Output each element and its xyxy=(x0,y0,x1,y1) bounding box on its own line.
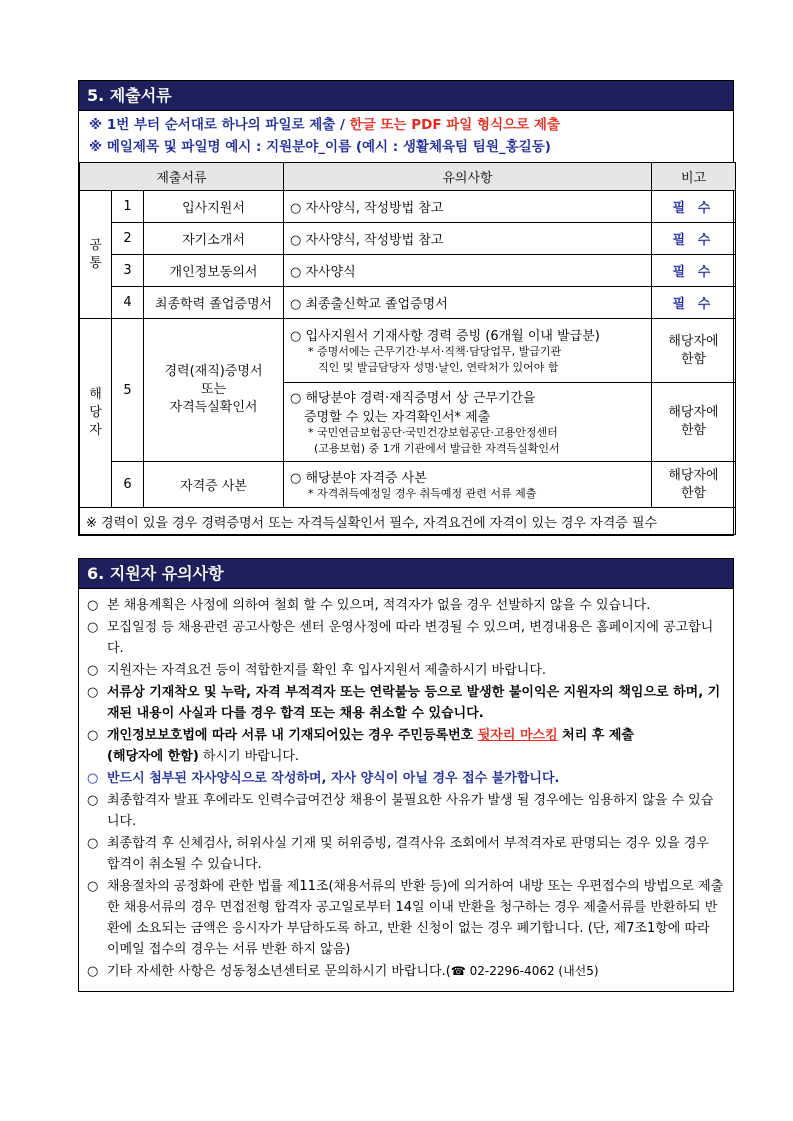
row-no: 5 xyxy=(112,319,144,462)
bullet-icon: ○ xyxy=(87,728,99,743)
bullet-icon: ○ xyxy=(87,793,99,808)
header-doc: 제출서류 xyxy=(80,163,284,191)
list-item-text: 본 채용계획은 사정에 의하여 철회 할 수 있으며, 적격자가 없을 경우 선발하지 않을 수 있습니다. xyxy=(107,598,651,613)
table-row xyxy=(80,191,736,223)
contact-text: 기타 자세한 사항은 성동청소년센터로 문의하시기 바랍니다.( xyxy=(107,964,451,979)
group-applicable-label: 해 당 자 xyxy=(80,319,112,508)
table-row xyxy=(80,223,736,255)
row-caution: ○ 자사양식, 작성방법 참고 xyxy=(284,223,652,255)
privacy-line2-text: 하시기 바랍니다. xyxy=(198,749,300,764)
note-file-format-highlight: 한글 또는 PDF 파일 형식으로 제출 xyxy=(349,117,560,133)
row-no: 1 xyxy=(112,191,144,223)
bullet-icon: ○ xyxy=(87,771,99,786)
row-remark: 필 수 xyxy=(652,191,736,223)
row-caution: ○ 자사양식, 작성방법 참고 xyxy=(284,191,652,223)
caution-qual-sub2: (고용보험) 중 1개 기관에서 발급한 자격득실확인서 xyxy=(314,442,560,455)
row-no: 2 xyxy=(112,223,144,255)
list-item xyxy=(87,876,725,960)
section-submission-documents xyxy=(78,80,734,536)
list-item-text: 지원자는 자격요건 등이 적합한지를 확인 후 입사지원서 제출하시기 바랍니다. xyxy=(107,663,547,678)
remark-line1: 해당자에 xyxy=(668,405,719,420)
list-item-text: 최종합격자 발표 후에라도 인력수급여건상 채용이 불필요한 사유가 발생 될 경우에는 임용하지 않을 수 있습니다. xyxy=(107,793,714,829)
remark-line1: 해당자에 xyxy=(668,333,719,349)
row-doc: 자격증 사본 xyxy=(144,462,284,508)
bullet-icon: ○ xyxy=(87,598,99,613)
privacy-highlight: 뒷자리 마스킹 xyxy=(477,728,558,743)
caution-career-sub2: 직인 및 발급담당자 성명·날인, 연락처가 있어야 함 xyxy=(318,361,559,374)
bullet-icon: ○ xyxy=(87,620,99,635)
row-caution: ○ 자사양식 xyxy=(284,255,652,287)
header-remark: 비고 xyxy=(652,163,736,191)
section-applicant-notes xyxy=(78,558,734,992)
row-caution-career xyxy=(284,319,652,383)
list-item xyxy=(87,595,725,616)
contact-phone: ☎ 02-2296-4062 (내선5) xyxy=(450,964,599,978)
row-remark-qualification xyxy=(652,383,736,462)
list-item xyxy=(87,682,725,724)
row-caution-qualification xyxy=(284,383,652,462)
bullet-icon: ○ xyxy=(87,879,99,894)
list-item xyxy=(87,617,725,659)
remark-line2: 한함 xyxy=(680,485,707,501)
caution-career-sub1: * 증명서에는 근무기간·부서·직책·담당업무, 발급기관 xyxy=(308,345,562,358)
bullet-icon: ○ xyxy=(87,663,99,678)
section-5-title: 5. 제출서류 xyxy=(79,81,733,111)
row-doc: 개인정보동의서 xyxy=(144,255,284,287)
privacy-line2-bold: (해당자에 한함) xyxy=(107,749,199,764)
row-caution: ○ 최종출신학교 졸업증명서 xyxy=(284,287,652,319)
table-row xyxy=(80,255,736,287)
row-caution-certificate xyxy=(284,462,652,508)
list-item xyxy=(87,833,725,875)
privacy-suffix: 처리 후 제출 xyxy=(557,728,634,743)
caution-cert-main: ○ 해당분야 자격증 사본 xyxy=(290,471,427,486)
privacy-prefix: 개인정보보호법에 따라 서류 내 기재되어있는 경우 주민등록번호 xyxy=(107,728,478,743)
note-file-format-text: ※ 1번 부터 순서대로 하나의 파일로 제출 / xyxy=(89,117,350,133)
list-item-text: 모집일정 등 채용관련 공고사항은 센터 운영사정에 따라 변경될 수 있으며, 변경내용은 홈페이지에 공고합니다. xyxy=(107,620,714,656)
row-doc-career xyxy=(144,319,284,462)
bullet-icon: ○ xyxy=(87,836,99,851)
remark-line1: 해당자에 xyxy=(668,467,719,483)
header-caution: 유의사항 xyxy=(284,163,652,191)
list-item xyxy=(87,660,725,681)
list-item-text: 채용절차의 공정화에 관한 법률 제11조(채용서류의 반환 등)에 의거하여 내방 또는 우편접수의 방법으로 제출한 채용서류의 경우 면접전형 합격자 공고일로부터 14일 이내 반환을 청구하는 경우 제출서류를 반환하되 반환에 소요되는 금액은 응시자가 부담하도록 하고, 반환 신청이 없는 경우 폐기합니다. (단, 제7조1항에 따라 이메일 접수의 경우는 서류 반환 하지 않음) xyxy=(107,879,724,957)
table-footnote: ※ 경력이 있을 경우 경력증명서 또는 자격득실확인서 필수, 자격요건에 자격이 있는 경우 자격증 필수 xyxy=(80,508,736,535)
list-item-privacy xyxy=(87,725,725,767)
list-item-text: 반드시 첨부된 자사양식으로 작성하며, 자사 양식이 아닐 경우 접수 불가합니다. xyxy=(107,771,560,786)
caution-qual-main1: ○ 해당분야 경력·재직증명서 상 근무기간을 xyxy=(290,391,536,406)
table-row xyxy=(80,287,736,319)
table-footnote-row xyxy=(80,508,736,535)
caution-qual-sub1: * 국민연금보험공단·국민건강보험공단·고용안정센터 xyxy=(308,426,558,439)
row-doc: 최종학력 졸업증명서 xyxy=(144,287,284,319)
list-item-contact xyxy=(87,961,725,982)
row-remark-career xyxy=(652,319,736,383)
table-row xyxy=(80,319,736,383)
row-remark: 필 수 xyxy=(652,255,736,287)
caution-cert-sub: * 자격취득예정일 경우 취득예정 관련 서류 제출 xyxy=(308,487,537,500)
table-header-row xyxy=(80,163,736,191)
row-remark-certificate xyxy=(652,462,736,508)
row-doc: 입사지원서 xyxy=(144,191,284,223)
notes-list xyxy=(79,589,733,991)
doc-career-line2: 또는 xyxy=(200,382,227,397)
remark-line2: 한함 xyxy=(680,423,707,438)
row-doc: 자기소개서 xyxy=(144,223,284,255)
caution-qual-main2: 증명할 수 있는 자격확인서* 제출 xyxy=(304,410,491,425)
section-6-title: 6. 지원자 유의사항 xyxy=(79,559,733,589)
caution-career-main: ○ 입사지원서 기재사항 경력 증빙 (6개월 이내 발급분) xyxy=(290,329,600,344)
list-item-text: 서류상 기재착오 및 누락, 자격 부적격자 또는 연락불능 등으로 발생한 불이익은 지원자의 책임으로 하며, 기재된 내용이 사실과 다를 경우 합격 또는 채용 취소할 수 있습니다. xyxy=(107,685,721,721)
list-item-text: 최종합격 후 신체검사, 허위사실 기재 및 허위증빙, 결격사유 조회에서 부적격자로 판명되는 경우 있을 경우 합격이 취소될 수 있습니다. xyxy=(107,836,709,872)
remark-line2: 한함 xyxy=(680,351,707,367)
list-item-template-required xyxy=(87,768,725,789)
note-mail-subject: ※ 메일제목 및 파일명 예시 : 지원분야_이름 (예시 : 생활체육팀 팀원_홍길동) xyxy=(89,139,551,155)
row-remark: 필 수 xyxy=(652,287,736,319)
group-common-label: 공 통 xyxy=(80,191,112,319)
doc-career-line1: 경력(재직)증명서 xyxy=(164,364,263,379)
documents-table xyxy=(79,162,736,535)
row-no: 6 xyxy=(112,462,144,508)
note-file-format xyxy=(89,114,725,136)
table-row xyxy=(80,462,736,508)
list-item xyxy=(87,790,725,832)
row-no: 4 xyxy=(112,287,144,319)
row-no: 3 xyxy=(112,255,144,287)
doc-career-line3: 자격득실확인서 xyxy=(169,400,258,415)
bullet-icon: ○ xyxy=(87,685,99,700)
submission-notes xyxy=(79,111,733,162)
bullet-icon: ○ xyxy=(87,964,99,979)
row-remark: 필 수 xyxy=(652,223,736,255)
